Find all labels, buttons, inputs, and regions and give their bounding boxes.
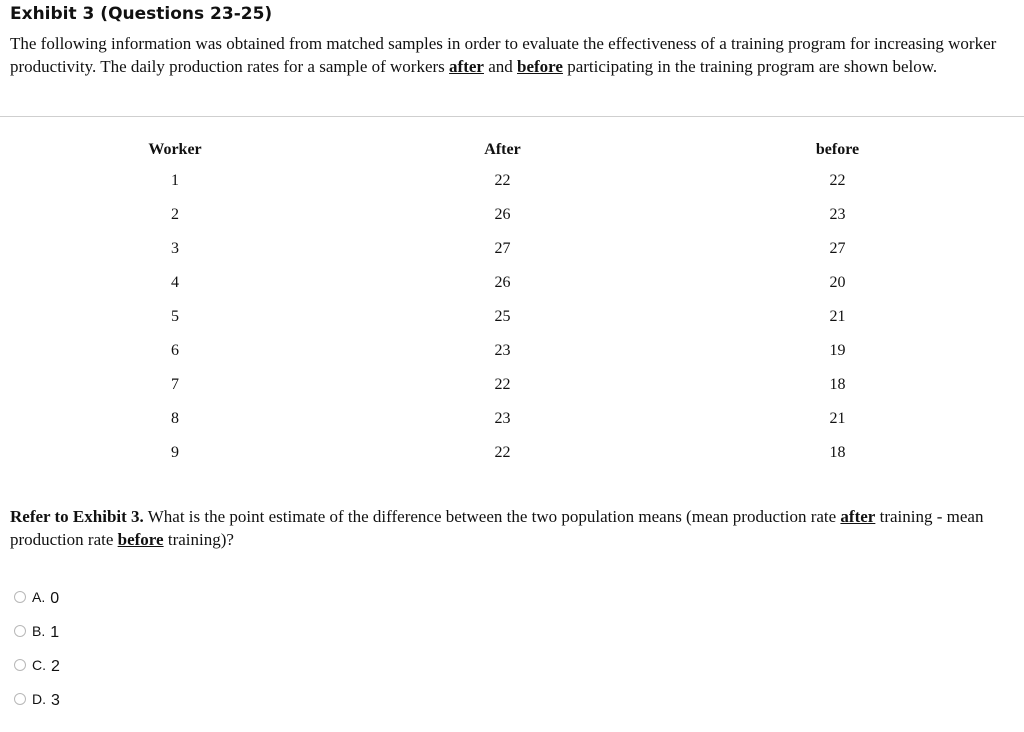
table-row	[80, 402, 940, 436]
question-before-emphasis: before	[117, 529, 164, 549]
worker-cell: 6	[171, 342, 179, 359]
table-row	[80, 300, 940, 334]
table-row	[80, 198, 940, 232]
intro-before-emphasis: before	[517, 56, 563, 76]
exhibit-title: Exhibit 3 (Questions 23-25)	[10, 4, 273, 24]
question-prompt	[10, 506, 1000, 551]
worker-cell: 9	[171, 444, 179, 461]
worker-cell: 1	[171, 172, 179, 189]
intro-after-emphasis: after	[449, 56, 484, 76]
after-cell: 26	[494, 274, 511, 291]
before-cell: 21	[829, 410, 846, 427]
choice-a[interactable]	[14, 580, 60, 614]
radio-button[interactable]	[14, 591, 26, 603]
before-cell: 20	[829, 274, 846, 291]
choice-c[interactable]	[14, 648, 60, 682]
before-cell: 18	[829, 376, 846, 393]
before-cell: 18	[829, 444, 846, 461]
worker-cell: 4	[171, 274, 179, 291]
radio-button[interactable]	[14, 659, 26, 671]
radio-button[interactable]	[14, 625, 26, 637]
column-header-worker: Worker	[148, 141, 202, 158]
before-cell: 27	[829, 240, 846, 257]
exhibit-intro	[10, 33, 1000, 78]
question-text: What is the point estimate of the difference between the two population means (mean production rate	[143, 507, 841, 526]
worker-cell: 3	[171, 240, 179, 257]
answer-choices	[14, 580, 60, 716]
choice-value: 3	[51, 692, 60, 709]
intro-text: participating in the training program are shown below.	[562, 56, 938, 76]
intro-text: and	[483, 56, 518, 76]
choice-d[interactable]	[14, 682, 60, 716]
after-cell: 23	[494, 342, 511, 359]
table-row	[80, 436, 940, 470]
after-cell: 23	[494, 410, 511, 427]
after-cell: 22	[494, 444, 511, 461]
divider	[0, 116, 1024, 117]
after-cell: 26	[494, 206, 511, 223]
table-row	[80, 232, 940, 266]
worker-cell: 7	[171, 376, 179, 393]
question-lead: Refer to Exhibit 3.	[10, 507, 144, 526]
worker-cell: 5	[171, 308, 179, 325]
worker-cell: 2	[171, 206, 179, 223]
production-table	[80, 136, 940, 470]
after-cell: 22	[494, 376, 511, 393]
table-row	[80, 334, 940, 368]
choice-value: 0	[50, 590, 60, 607]
choice-letter: C.	[32, 657, 46, 673]
table-row	[80, 164, 940, 198]
before-cell: 23	[829, 206, 846, 223]
question-text: training - mean production rate	[10, 507, 984, 549]
table-row	[80, 266, 940, 300]
radio-button[interactable]	[14, 693, 26, 705]
choice-b[interactable]	[14, 614, 60, 648]
question-after-emphasis: after	[840, 507, 876, 526]
before-cell: 21	[829, 308, 846, 325]
after-cell: 25	[494, 308, 511, 325]
intro-text: The following information was obtained from matched samples in order to evaluate the effectiveness of a training program for increasing worker productivity. The daily production rates for a sample of workers	[10, 34, 997, 76]
question-text: training)?	[163, 529, 234, 549]
choice-value: 1	[50, 624, 60, 641]
table-row	[80, 368, 940, 402]
choice-letter: D.	[32, 691, 46, 707]
choice-letter: B.	[32, 623, 46, 639]
worker-cell: 8	[171, 410, 179, 427]
before-cell: 22	[829, 172, 846, 189]
after-cell: 27	[494, 240, 511, 257]
column-header-before: before	[815, 141, 860, 158]
after-cell: 22	[494, 172, 511, 189]
table-header-row	[80, 136, 940, 164]
choice-letter: A.	[32, 589, 46, 605]
choice-value: 2	[51, 658, 60, 675]
before-cell: 19	[829, 342, 846, 359]
column-header-after: After	[484, 141, 521, 158]
